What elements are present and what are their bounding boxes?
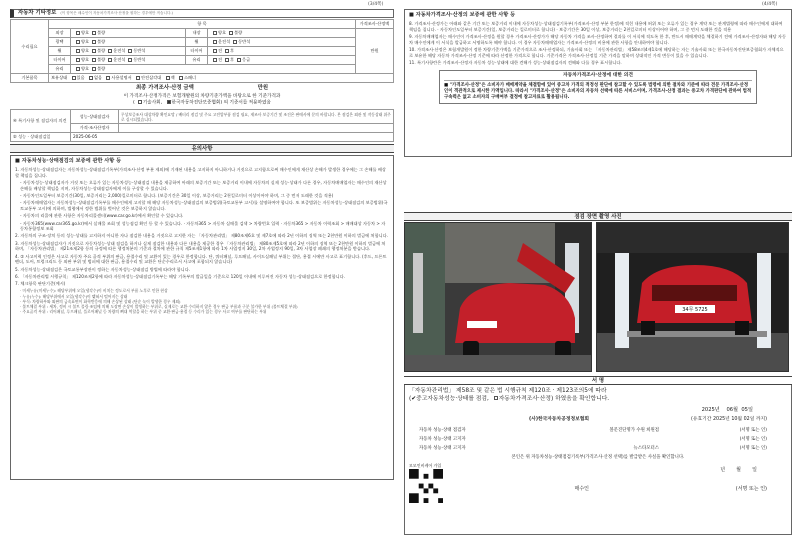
condition-options: 양호 불량 bbox=[208, 29, 356, 38]
rule-text: 11. 특기사항란은 가격조사·산정자 자동차 성능·상태에 대한 견해가 성능·상태점검자의 견해와 다를 경우 표시합니다. bbox=[409, 59, 622, 65]
page-number: (4/4쪽) bbox=[762, 2, 778, 7]
item-label: 타이어 bbox=[49, 56, 71, 65]
rule-text: - 자동차365(www.car365.go.kr)에서 실매물 조회 및 성능점검 확인 등 할 수 있습니다. · 자동차365 > 자동차 실매물 검색 > 차량번호 입력 · 자동차365 > 자동차 이력조회 > 매매대상 자동차 > 자동차통합정보 조회 bbox=[20, 220, 386, 232]
rule-text: 4. ② 사고이력 인정은 사고로 자동차 주요 골격 부위의 판금, 용접수리 및 교환이 있는 경우로 한정합니다. 단, 쿼터패널, 루프패널, 사이드실패널 부위는 절단, 용접 시에만 사고로 표기합니다. (후드, 프론트펜더, 도어, 트렁크리드 등 외판 부위 및 범퍼에 대한 판금, 용접수리 및 교환은 단순수리로서 사고에 포함되지 않습니다) bbox=[15, 253, 387, 265]
rule-text: 9. 자동차매매업자는 매수인이 가격조사·산정을 원할 경우 가격조사·산정가가 해당 자동차 가격을 조사·산정하여 결과를 이 서식에 적도록 한 후, 반드시 매매계약을 체결하기 전에 가격조사·산정자와 해당 자동차 매수인에게 이 서식을 발급하고 서명하도록 해야 합니다. 이 경우 자동차매매업자는 가격조사·산정의 비용에 관한 사항을 안내하여야 합니다. bbox=[409, 33, 787, 45]
rule-text: 3. 자동차성능·상태점검자가 거짓으로 자동차성능·상태 점검을 하거나 실제 점검한 내용과 다른 내용을 제공한 경우 「자동차관리법」 제80조제5호에 따라 2년 이하의 징역 또는 2천만원 이하의 벌금에 처하며, 「자동차관리법」 제21조제2항 등의 규정에 따른 행정처분의 기준과 절차에 관한 규칙 제5조제1항에 따라 1차 사업정지 30일, 2차 사업정지 90일, 3차 사업장 폐쇄의 행정처분을 받습니다. bbox=[15, 240, 386, 252]
rule-text: 8. 가격조사·산정가는 아래와 같은 기간 또는 보증거리 이내에 자동차성능·상태점검기록부(가격조사·산정 부분 한정)에 적힌 내용에 허위 또는 오류가 있는 경우 계약 또는 관계법령에 따라 매수인에게 대하여 책임을 집니다. · 자동차인도일부터 보증기간(일, 보증거리는 킬로미터로 합니다) · 보증기간은 30일 이상, 보증거리는 2천킬로미터 이상이어야 하며, 그 중 먼저 도래한 것을 적용 bbox=[409, 21, 783, 32]
inspect-date-label: ⑤ 성능 · 상태점검일 bbox=[11, 133, 71, 142]
rule-text: - 자동차의 리콜에 관한 사항은 자동차리콜센터(www.car.go.kr)에서 확인할 수 있습니다. bbox=[20, 213, 184, 219]
basis-text: 이 가격조사·산정가격은 보험개발원의 차량기준가액을 바탕으로 한 기준가격과 ( 기술사회, 한국자동차진단보증협회) 의 기준서를 적용하였음 bbox=[123, 94, 281, 106]
inspection-photo-rear bbox=[596, 222, 789, 372]
condition-options: 양호 불량 운전석 동반석 bbox=[71, 56, 186, 65]
condition-options: 전 후 응급 bbox=[208, 56, 356, 65]
rule-text: 1. 자동차성능·상태점검자는 자동차성능·상태점검기록부(가격조사·산정 부분 제외)에 기재된 내용을 고지하지 아니하거나 거짓으로 고지함으로써 매수인에게 재산상 손해가 발생한 경우에는 그 손해를 배상할 책임을 집니다. bbox=[15, 167, 386, 178]
association-row: (사)한국자동차공정정보협회 (유효기간 2025년 10월 02일 까지) bbox=[529, 416, 767, 422]
sign-date: 2025년 06월 05일 bbox=[701, 406, 753, 413]
car-photo-rear bbox=[597, 223, 789, 372]
checkbox[interactable] bbox=[76, 31, 80, 35]
signer-rows bbox=[409, 426, 787, 453]
section-title: 자동차 기타정보 bbox=[18, 9, 57, 16]
inspector-remark: 무상보증조사 대상차량 확인요망 / 배터리 점검 및 주요 고전압부품 점검 필요, 제조사 보증기간 및 조건은 판매사에 문의 바랍니다. 본 점검은 외관 및 작동상태 위주로 실시되었습니다. bbox=[119, 110, 394, 124]
inspection-photo-front bbox=[404, 222, 592, 372]
price-unit: 만원 bbox=[356, 29, 394, 74]
item-label: 휠 bbox=[49, 47, 71, 56]
basic-items: 보유상태 있음 없음 사용설명서 안전삼각대 잭 스패너 bbox=[49, 74, 394, 83]
rules-title: ■ 자동차성능·상태점검의 보증에 관한 사항 등 bbox=[15, 158, 122, 165]
item-label: 유리 bbox=[49, 65, 71, 74]
sign-law: 「자동차관리법」 제58조 및 같은 법 시행규칙 제120조 · 제123조의5에 따라 bbox=[409, 388, 607, 394]
condition-options: 운전석 동반석 bbox=[208, 38, 356, 47]
example-text: · 주요골격 부위 : 리어패널, 루프패널, 플로어패널 등 차량의 뼈대 역할을 하는 부위 중 교환·판금·용접 등 수리가 있는 경우 사고 여부를 판단하는 부위 bbox=[20, 308, 267, 314]
item-label: 휠 bbox=[186, 38, 208, 47]
signer-row: 자동차 성능·상태 점검자 볼문진단명가 수원 희원점 (서명 또는 인) bbox=[419, 427, 767, 433]
right-page bbox=[400, 0, 800, 557]
rules-title: ■ 자동차가격조사·산정의 보증에 관한 사항 등 bbox=[409, 12, 516, 18]
inspector-table: ④ 특기사항 및 점검자의 의견 성능·상태점검자 무상보증조사 대상차량 확인요망 / 배터리 점검 및 주요 고전압부품 점검 필요, 제조사 보증기간 및 조건은 판매사에 문의 바랍니다. 본 점검은 외관 및 작동상태 위주로 실시되었습니다. 가격·조사산정자 ⑤ 성능 · 상태점검일 2025-06-05 bbox=[10, 109, 394, 142]
page-number: (3/4쪽) bbox=[368, 2, 384, 7]
rule-text: - 자동차성능·상태점검자가 거짓 또는 오류가 있는 자동차성능·상태점검 내용을 제공하여 아래의 보증기간 또는 보증거리 이내에 자동차의 실제 성능·상태가 다른 경우, 자동차매매업자는 매수인의 재산상 손해를 배상할 책임을 지며, 자동차성능·상태점검자에게 이를 구상할 수 있습니다. bbox=[20, 180, 387, 191]
notice-title: 유의사항 bbox=[10, 144, 394, 153]
item-label: 외장 bbox=[49, 29, 71, 38]
rules-box bbox=[10, 155, 394, 480]
item-label: 타이어 bbox=[186, 47, 208, 56]
col-header-price: 가격조사·산정액 bbox=[356, 20, 394, 29]
group-label: 수리필요 bbox=[11, 20, 49, 74]
car-photo-front bbox=[405, 223, 592, 372]
col-header-item: 항 목 bbox=[49, 20, 356, 29]
signer-row: 자동차 성능·상태 고지자 (서명 또는 인) bbox=[419, 436, 767, 442]
condition-options: 양호 불량 bbox=[71, 38, 186, 47]
sign-confirm: (✔중고자동차성능·상태를 점검, 자동차가격조사·산정) 하였음을 확인합니다. bbox=[409, 395, 610, 402]
inspect-date-value: 2025-06-05 bbox=[71, 133, 394, 142]
checkbox[interactable] bbox=[229, 31, 233, 35]
item-label: 유리 bbox=[186, 56, 208, 65]
section-note: (이 항목은 매수인이 자동차가격조사·산정을 원하는 경우에만 적습니다.) bbox=[60, 11, 173, 16]
sign-title: 서 명 bbox=[404, 376, 792, 385]
rule-text: 7. 체크항목 판단기준(예시) bbox=[15, 281, 66, 287]
qr-block: 모모인비케어 가입 bbox=[409, 463, 449, 506]
rule-text: 6. 「자동차관리법 시행규칙」 제120조제2항에 따라 자동차성능·상태점검기록부는 해당 기록부의 발급일을 기준으로 120일 이내에 이루어진 자동차 성능·상태점검으로 한정합니다. bbox=[15, 273, 346, 279]
rule-text: 2. 자동차의 구조·장치 등의 성능·상태를 고지하지 아니한 자나 점검한 내용을 거짓으로 고지한 자는 「자동차관리법」 제80조제6호 및 제7호에 따라 2년 이하의 징역 또는 2천만원 이하의 벌금에 처합니다. bbox=[15, 233, 389, 239]
photo-title: 점검 장면 촬영 사진 bbox=[404, 212, 792, 221]
checkbox[interactable] bbox=[213, 31, 217, 35]
qr-code-icon[interactable] bbox=[409, 469, 443, 503]
item-label: 광택 bbox=[49, 38, 71, 47]
opinion-header: 자동차가격조사·산정에 대한 의견 bbox=[444, 73, 752, 81]
item-label: 내장 bbox=[186, 29, 208, 38]
price-rules-box bbox=[404, 9, 792, 157]
rule-text: - 자동차인도일부터 보증기간(30일, 보증거리는 2,000)킬로미터로 합니다. (보증기간은 30일 이상, 보증거리는 2천킬로미터 이상이어야 하며, 그 중 먼저 도래한 것을 적용) bbox=[20, 193, 334, 199]
opinion-text: ■ "가격조사·산정"은 소비자가 매매계약을 체결함에 있어 중고차 가격의 적정성 판단에 참고할 수 있도록 법령에 의한 절차와 기준에 따라 전문 가격조사·산정인이 객관적으로 제시한 가액입니다. 따라서 "가격조사·산정"은 소비자의 자동차 선택에 따른 서비스이며, 가격조사·산정 결과는 중고차 가격판단에 관하여 법적 구속력은 없고 소비자의 구매여부 결정에 참고자료로 활용됩니다. bbox=[444, 82, 752, 100]
qr-row bbox=[409, 463, 787, 506]
example-text: · 누유(누수): 해당부위에서 오일(냉각수)이 맺혀서 떨어지는 상태 bbox=[20, 293, 128, 299]
example-text: · 볼트체결 부위 : 세차, 정비 시 볼트 풀림·조임에 의해 도장면 손상이 발생하는 부위로, 실제로는 교환·수리하지 않은 경우 판금 부품과 구분 불가한 부위 (볼트체결 부위) bbox=[20, 303, 298, 309]
example-text: · 미세누유(미세누수): 해당부위에 오일(냉각수)이 비치는 정도로서 부품 노후로 인한 현상 bbox=[20, 288, 168, 294]
vehicle-info-table bbox=[10, 19, 394, 83]
condition-options: 전 후 bbox=[208, 47, 356, 56]
basic-label: 기본품목 bbox=[11, 74, 49, 83]
checkbox[interactable] bbox=[92, 31, 96, 35]
buyer-sign-row: 매수인 (서명 또는 인) bbox=[574, 485, 767, 492]
condition-options: 양호 불량 bbox=[71, 29, 186, 38]
example-text: · 부식: 차량하부와 외판의 금속표면이 화학반응에 의해 손상된 상태 (단순 녹이 발생한 경우 제외) bbox=[20, 298, 181, 304]
signer-row: 자동차 성능·상태 고지자 뉴스타모터스 (서명 또는 인) bbox=[419, 445, 767, 451]
section-header-vehicle-info bbox=[10, 9, 394, 18]
rule-text: 5. 자동차성능·상태점검은 국토교통부장관이 정하는 자동차성능·상태점검 방법에 따라야 합니다. bbox=[15, 266, 191, 272]
rule-text: 10. 가격조사·산정은 보험개발원이 정한 차량기준가액을 기준가격으로 조사·산정하되, 기술사회 또는 「자동차관리법」 제58조의4제1호에 해당하는 자는 기술사회 또는 한국자동차진단보증협회가 자체적으로 보유한 해당 자동차 가격조사·산정 기준에 따라 산정한 가격으로 합니다. 기준가격은 가격조사·산정일 기준 가격을 말하며 상대적인 가격 변동이 있을 수 있습니다. bbox=[409, 46, 784, 58]
receipt-text: 본인은 위 자동차성능·상태점검기록부(가격조사·산정 선택)를 발급받은 사실을 확인합니다. bbox=[511, 455, 685, 461]
plate-number: 34무 5725 bbox=[682, 307, 708, 313]
rule-text: - 자동차매매업자는 자동차성능·상태점검기록부를 매수인에게 고지할 때 해당 자동차성능·상태점검의 보증범위(국토교통부 고시)를 설명하여야 합니다. 또 보증범위는 자동차성능·상태점검의 보증범위(국토교통부 고시)에 의하며, 법령에서 정한 범위를 벗어난 것은 보증하지 않습니다. bbox=[20, 200, 388, 211]
opinion-box bbox=[439, 70, 757, 104]
final-price-row: 최종 가격조사·산정 금액 만원 bbox=[135, 85, 269, 91]
condition-options: 양호 불량 bbox=[71, 65, 356, 74]
condition-options: 양호 불량 운전석 동반석 bbox=[71, 47, 186, 56]
buyer-block: 년 월 일 매수인 (서명 또는 인) bbox=[449, 463, 787, 506]
sign-box bbox=[404, 385, 792, 535]
